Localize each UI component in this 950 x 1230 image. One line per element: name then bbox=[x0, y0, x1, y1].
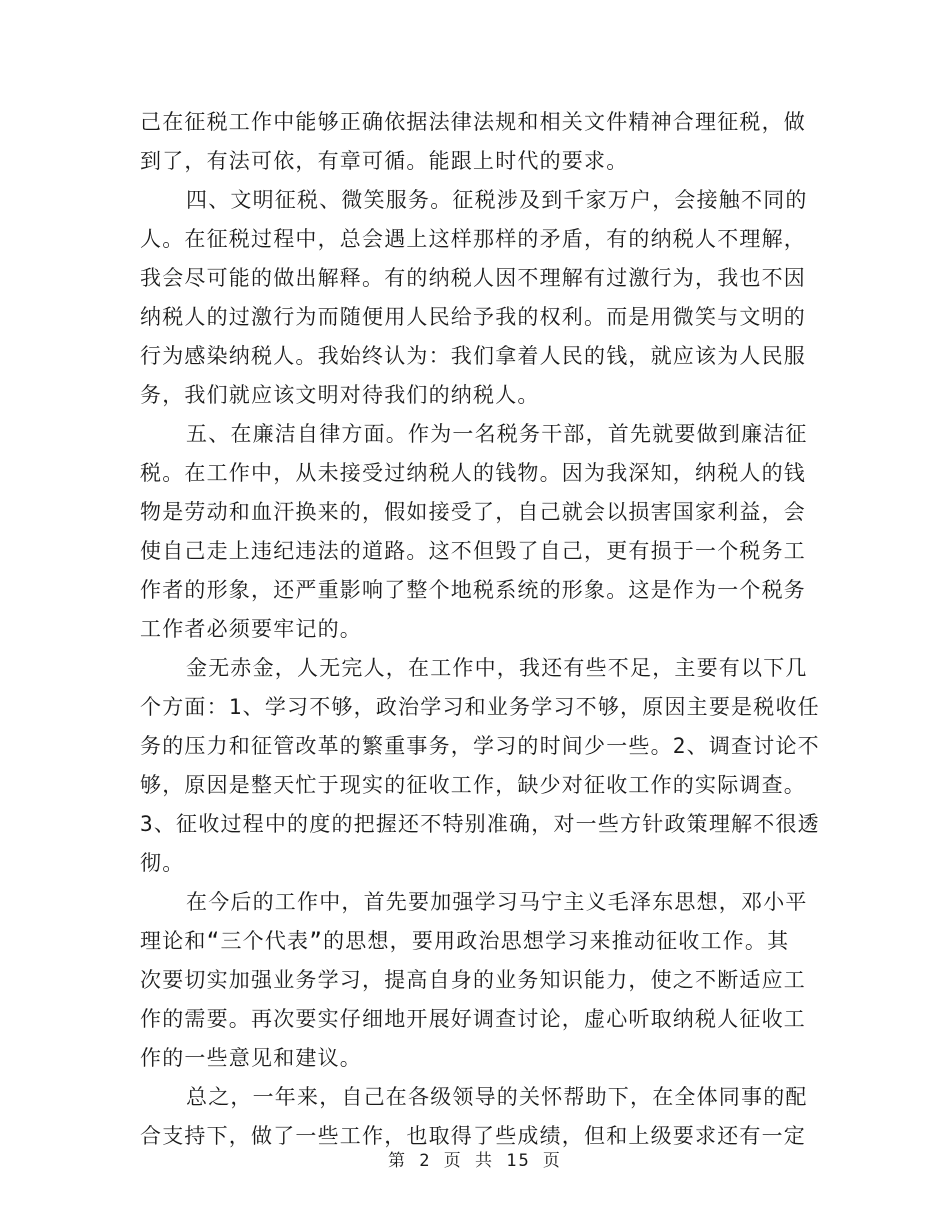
text-line: 够，原因是整天忙于现实的征收工作，缺少对征收工作的实际调查。 bbox=[140, 773, 806, 797]
page-number-footer: 第 2 页 共 15 页 bbox=[388, 1151, 562, 1171]
text-line: 理论和“三个代表”的思想，要用政治思想学习来推动征收工作。其 bbox=[140, 929, 790, 953]
text-line: 行为感染纳税人。我始终认为：我们拿着人民的钱，就应该为人民服 bbox=[140, 344, 806, 368]
text-line: 作的需要。再次要实仔细地开展好调查讨论，虚心听取纳税人征收工 bbox=[140, 1007, 806, 1031]
text-line: 个方面：1、学习不够，政治学习和业务学习不够，原因主要是税收任 bbox=[140, 695, 820, 719]
text-line: 次要切实加强业务学习，提高自身的业务知识能力，使之不断适应工 bbox=[140, 968, 806, 992]
paragraph-start-line: 总之，一年来，自己在各级领导的关怀帮助下，在全体同事的配 bbox=[186, 1085, 808, 1109]
text-line: 彻。 bbox=[140, 851, 185, 875]
paragraph-start-line: 金无赤金，人无完人，在工作中，我还有些不足，主要有以下几 bbox=[186, 656, 808, 680]
text-line: 3、征收过程中的度的把握还不特别准确，对一些方针政策理解不很透 bbox=[140, 812, 820, 836]
text-line: 纳税人的过激行为而随便用人民给予我的权利。而是用微笑与文明的 bbox=[140, 305, 806, 329]
text-line: 作者的形象，还严重影响了整个地税系统的形象。这是作为一个税务 bbox=[140, 578, 806, 602]
text-line: 工作者必须要牢记的。 bbox=[140, 617, 362, 641]
text-line: 务的压力和征管改革的繁重事务，学习的时间少一些。2、调查讨论不 bbox=[140, 734, 820, 758]
text-line: 作的一些意见和建议。 bbox=[140, 1046, 362, 1070]
text-line: 合支持下，做了一些工作，也取得了些成绩，但和上级要求还有一定 bbox=[140, 1124, 806, 1148]
document-body bbox=[140, 103, 820, 1156]
paragraph-start-line: 四、文明征税、微笑服务。征税涉及到千家万户，会接触不同的 bbox=[186, 188, 808, 212]
text-line: 己在征税工作中能够正确依据法律法规和相关文件精神合理征税，做 bbox=[140, 110, 806, 134]
text-line: 务，我们就应该文明对待我们的纳税人。 bbox=[140, 383, 540, 407]
paragraph-start-line: 在今后的工作中，首先要加强学习马宁主义毛泽东思想，邓小平 bbox=[186, 890, 808, 914]
paragraph-start-line: 五、在廉洁自律方面。作为一名税务干部，首先就要做到廉洁征 bbox=[186, 422, 808, 446]
text-line: 我会尽可能的做出解释。有的纳税人因不理解有过激行为，我也不因 bbox=[140, 266, 806, 290]
text-line: 到了，有法可依，有章可循。能跟上时代的要求。 bbox=[140, 149, 629, 173]
text-line: 物是劳动和血汗换来的，假如接受了，自己就会以损害国家利益，会 bbox=[140, 500, 806, 524]
text-line: 使自己走上违纪违法的道路。这不但毁了自己，更有损于一个税务工 bbox=[140, 539, 806, 563]
text-line: 税。在工作中，从未接受过纳税人的钱物。因为我深知，纳税人的钱 bbox=[140, 461, 806, 485]
text-line: 人。在征税过程中，总会遇上这样那样的矛盾，有的纳税人不理解， bbox=[140, 227, 806, 251]
